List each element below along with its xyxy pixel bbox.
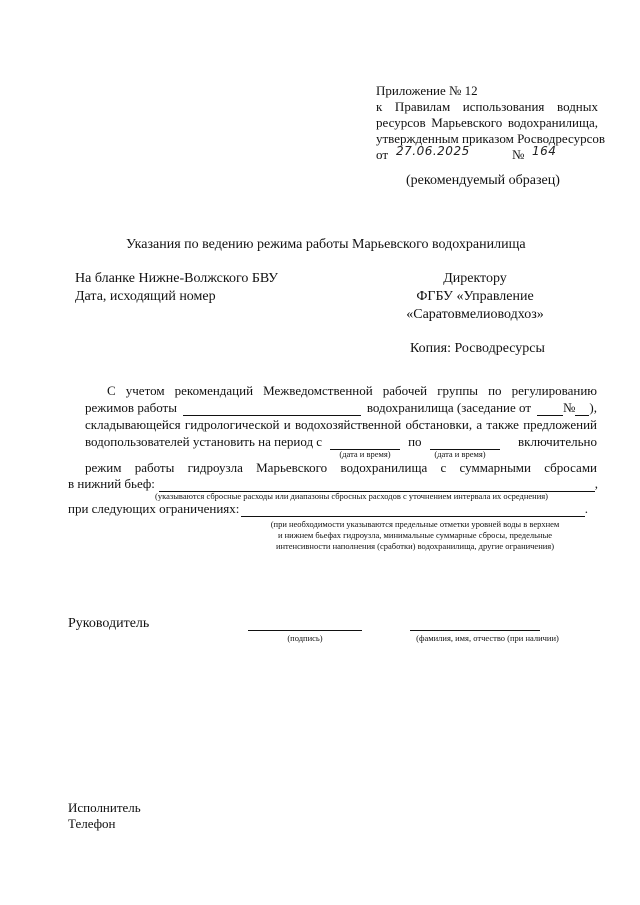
recipient-line-2: ФГБУ «Управление	[416, 289, 534, 304]
body-l2-text-c: №	[563, 400, 576, 415]
sender-line-2: Дата, исходящий номер	[75, 289, 216, 304]
discharge-field[interactable]	[159, 478, 595, 492]
name-field[interactable]	[410, 618, 540, 631]
appendix-line-3: ресурсов Марьевского водохранилища,	[376, 115, 598, 130]
appendix-number-handwritten: 164	[532, 144, 557, 158]
body-l2-text-a: режимов работы	[85, 400, 177, 415]
reservoir-name-field[interactable]	[183, 402, 361, 416]
executor-label: Исполнитель	[68, 800, 141, 815]
period-start-field[interactable]	[330, 436, 400, 450]
appendix-line-4: утвержденным приказом Росводресурсов	[376, 131, 605, 146]
body-line-5: режим работы гидроузла Марьевского водохранилища с суммарными сбросами	[85, 460, 597, 475]
appendix-line-2: к Правилам использования водных	[376, 99, 598, 114]
meeting-date-field[interactable]	[537, 402, 563, 416]
body-l7-text-b: .	[584, 501, 588, 516]
sender-line-1: На бланке Нижне-Волжского БВУ	[75, 271, 279, 286]
end-date-hint: (дата и время)	[434, 449, 486, 459]
restrictions-hint-1: (при необходимости указываются предельные отметки уровней воды в верхнем	[270, 519, 560, 529]
start-date-hint: (дата и время)	[339, 449, 391, 459]
body-line-1: С учетом рекомендаций Межведомственной рабочей группы по регулированию	[107, 383, 597, 398]
body-line-6	[68, 476, 598, 492]
signature-field[interactable]	[248, 618, 362, 631]
body-l4-text-c: включительно	[518, 434, 597, 449]
meeting-number-field[interactable]	[575, 402, 589, 416]
restrictions-hint-3: интенсивности наполнения (сработки) водохранилища, другие ограничения)	[275, 541, 555, 551]
body-l2-text-b: водохранилища (заседание от	[366, 400, 532, 415]
appendix-from-label: от	[376, 147, 389, 162]
name-hint: (фамилия, имя, отчество (при наличии)	[416, 633, 559, 643]
document-title: Указания по ведению режима работы Марьевского водохранилища	[126, 237, 526, 252]
body-l2-text-d: ),	[589, 400, 597, 415]
body-l7-text-a: при следующих ограничениях:	[68, 501, 240, 516]
body-l6-text-a: в нижний бьеф:	[68, 476, 155, 491]
appendix-date-handwritten: 27.06.2025	[396, 144, 470, 158]
body-l4-text-b: по	[408, 434, 422, 449]
body-line-3: складывающейся гидрологической и водохозяйственной обстановки, а также предложений	[85, 417, 597, 432]
copy-line: Копия: Росводресурсы	[410, 341, 545, 356]
recipient-line-1: Директору	[443, 271, 507, 286]
restrictions-hint-2: и нижнем бьефах гидроузла, минимальные суммарные сбросы, предельные	[277, 530, 553, 540]
body-line-7	[68, 501, 588, 517]
signature-head-label: Руководитель	[68, 616, 150, 631]
recipient-line-3: «Саратовмелиоводхоз»	[406, 307, 544, 322]
restrictions-field[interactable]	[241, 503, 584, 517]
phone-label: Телефон	[68, 816, 116, 831]
discharge-hint: (указываются сбросные расходы или диапазоны сбросных расходов с уточнением интервала их осреднения)	[155, 491, 549, 501]
sample-note: (рекомендуемый образец)	[406, 173, 560, 188]
period-end-field[interactable]	[430, 436, 500, 450]
body-l6-text-b: ,	[594, 476, 598, 491]
appendix-line-1: Приложение № 12	[376, 83, 478, 98]
body-line-2	[85, 400, 597, 416]
body-line-4	[85, 434, 597, 450]
appendix-number-label: №	[512, 147, 525, 162]
signature-hint: (подпись)	[287, 633, 323, 643]
body-l4-text-a: водопользователей установить на период с	[85, 434, 323, 449]
